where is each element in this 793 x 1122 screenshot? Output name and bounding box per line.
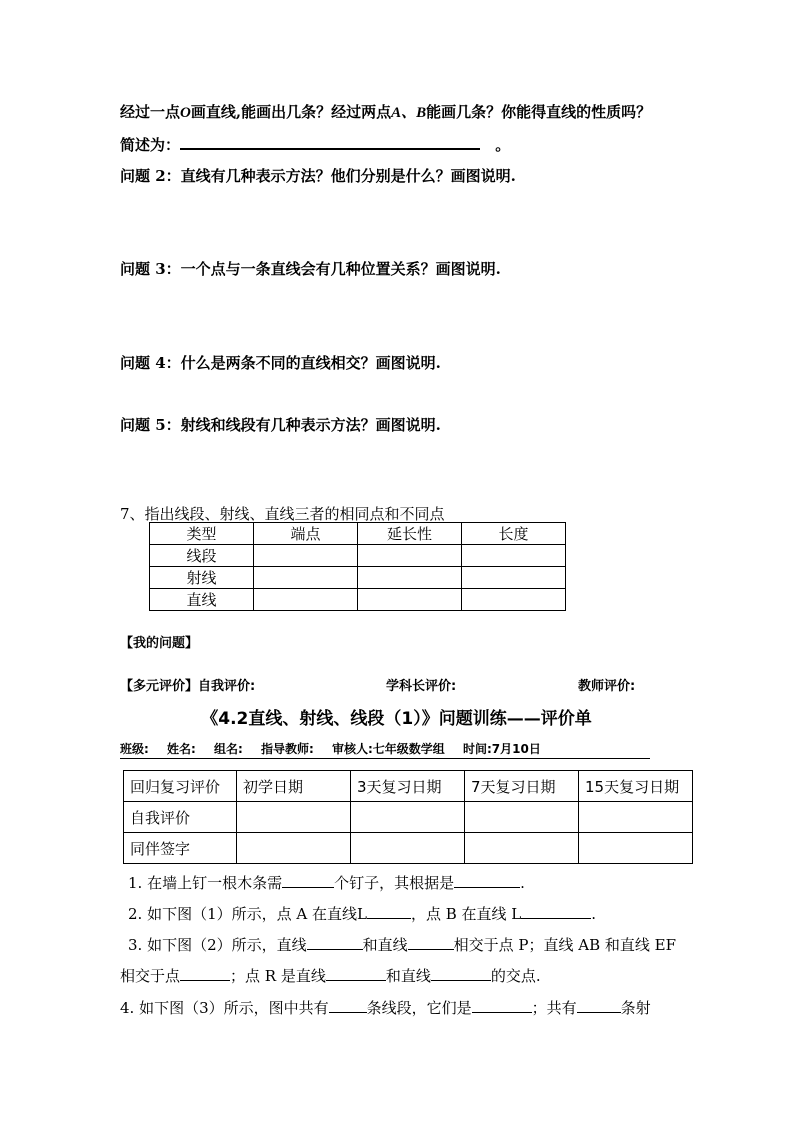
evaluation-teacher-label: 教师评价: (578, 679, 636, 694)
comparison-header: 端点 (254, 523, 358, 545)
review-row (124, 802, 693, 833)
meta-reviewer: 审核人:七年级数学组 (332, 742, 445, 756)
my-questions-label: 【我的问题】 (120, 636, 199, 651)
q1-answer-blank[interactable] (180, 134, 480, 150)
exercise-3-line-2 (120, 965, 541, 986)
meta-class: 班级: (120, 742, 149, 756)
e1-blank-2[interactable] (454, 873, 520, 888)
section-7-heading: 7、指出线段、射线、直线三者的相同点和不同点 (120, 505, 445, 523)
exercise-1 (128, 872, 525, 893)
sheet-meta-line (120, 740, 650, 759)
sheet-title: 《4.2直线、射线、线段（1）》问题训练——评价单 (201, 709, 592, 729)
e3-text-f: 和直线 (385, 967, 431, 985)
review-header-row (124, 771, 693, 802)
e4-text-b: 条线段，它们是 (366, 999, 472, 1017)
comparison-row-label: 直线 (150, 589, 254, 611)
e1-blank-1[interactable] (282, 873, 334, 888)
evaluation-leader-label: 学科长评价: (386, 679, 457, 694)
comparison-cell[interactable] (254, 589, 358, 611)
q1-text-a: 经过一点 (120, 103, 181, 121)
e3-blank-1[interactable] (307, 935, 363, 950)
review-row-label: 同伴签字 (124, 833, 237, 864)
review-header: 初学日期 (237, 771, 351, 802)
review-cell[interactable] (579, 802, 693, 833)
comparison-row (150, 589, 566, 611)
review-cell[interactable] (237, 802, 351, 833)
comparison-header: 类型 (150, 523, 254, 545)
review-header: 15天复习日期 (579, 771, 693, 802)
q1-points-ab: A、B (391, 105, 427, 121)
comparison-cell[interactable] (358, 567, 462, 589)
e4-text-a: 4. 如下图（3）所示，图中共有 (120, 999, 329, 1017)
q1-answer-end: 。 (495, 136, 511, 154)
question-1-answer-line (120, 134, 510, 155)
comparison-row-label: 线段 (150, 545, 254, 567)
q1-text-c: 能画几条？你能得直线的性质吗？ (426, 103, 652, 121)
e2-blank-1[interactable] (367, 904, 411, 919)
comparison-cell[interactable] (254, 545, 358, 567)
review-header: 回归复习评价 (124, 771, 237, 802)
e3-blank-2[interactable] (408, 935, 454, 950)
comparison-cell[interactable] (462, 567, 566, 589)
e4-blank-2[interactable] (472, 998, 532, 1013)
e4-blank-1[interactable] (329, 998, 367, 1013)
e3-text-a: 3. 如下图（2）所示，直线 (128, 936, 307, 954)
evaluation-self-label: 【多元评价】自我评价: (120, 679, 256, 694)
question-5: 问题 5：射线和线段有几种表示方法？画图说明. (120, 416, 441, 434)
review-row (124, 833, 693, 864)
comparison-cell[interactable] (358, 589, 462, 611)
question-1-line (120, 101, 651, 122)
comparison-cell[interactable] (462, 589, 566, 611)
question-4: 问题 4：什么是两条不同的直线相交？画图说明. (120, 354, 441, 372)
exercise-2 (128, 903, 596, 924)
e2-text-a: 2. 如下图（1）所示，点 A 在直线L (128, 905, 367, 923)
meta-group: 组名: (214, 742, 243, 756)
comparison-header: 延长性 (358, 523, 462, 545)
review-header: 3天复习日期 (351, 771, 465, 802)
e3-text-c: 相交于点 P；直线 AB 和直线 EF (453, 936, 677, 954)
review-cell[interactable] (351, 833, 465, 864)
e3-text-g: 的交点. (490, 967, 541, 985)
e3-text-d: 相交于点 (120, 967, 181, 985)
comparison-row (150, 567, 566, 589)
review-header: 7天复习日期 (465, 771, 579, 802)
e4-text-c: ；共有 (531, 999, 577, 1017)
comparison-header-row (150, 523, 566, 545)
review-cell[interactable] (237, 833, 351, 864)
e3-blank-5[interactable] (431, 966, 491, 981)
meta-time: 时间:7月10日 (463, 742, 541, 756)
exercise-3-line-1 (128, 934, 676, 955)
comparison-cell[interactable] (358, 545, 462, 567)
q1-text-b: 画直线,能画出几条？经过两点 (190, 103, 392, 121)
e2-text-c: . (591, 905, 597, 923)
review-cell[interactable] (351, 802, 465, 833)
meta-name: 姓名: (167, 742, 196, 756)
e1-text-b: 个钉子，其根据是 (334, 874, 455, 892)
e1-text-c: . (520, 874, 525, 892)
review-cell[interactable] (465, 833, 579, 864)
exercise-4 (120, 997, 651, 1018)
e2-text-b: ，点 B 在直线 L (410, 905, 522, 923)
e4-blank-3[interactable] (577, 998, 621, 1013)
review-row-label: 自我评价 (124, 802, 237, 833)
e3-text-b: 和直线 (362, 936, 408, 954)
question-3: 问题 3：一个点与一条直线会有几种位置关系？画图说明. (120, 260, 501, 278)
e4-text-d: 条射 (620, 999, 651, 1017)
comparison-header: 长度 (462, 523, 566, 545)
e3-blank-4[interactable] (326, 966, 386, 981)
q1-answer-label: 简述为： (120, 136, 181, 154)
comparison-row (150, 545, 566, 567)
comparison-cell[interactable] (462, 545, 566, 567)
q1-point-o: O (180, 105, 191, 121)
e3-text-e: ；点 R 是直线 (230, 967, 326, 985)
review-cell[interactable] (465, 802, 579, 833)
review-cell[interactable] (579, 833, 693, 864)
meta-teacher: 指导教师: (261, 742, 314, 756)
comparison-cell[interactable] (254, 567, 358, 589)
comparison-table (149, 522, 566, 611)
comparison-row-label: 射线 (150, 567, 254, 589)
review-table (123, 770, 693, 864)
e1-text-a: 1. 在墙上钉一根木条需 (128, 874, 283, 892)
e3-blank-3[interactable] (180, 966, 230, 981)
question-2: 问题 2：直线有几种表示方法？他们分别是什么？画图说明. (120, 167, 516, 185)
e2-blank-2[interactable] (521, 904, 591, 919)
